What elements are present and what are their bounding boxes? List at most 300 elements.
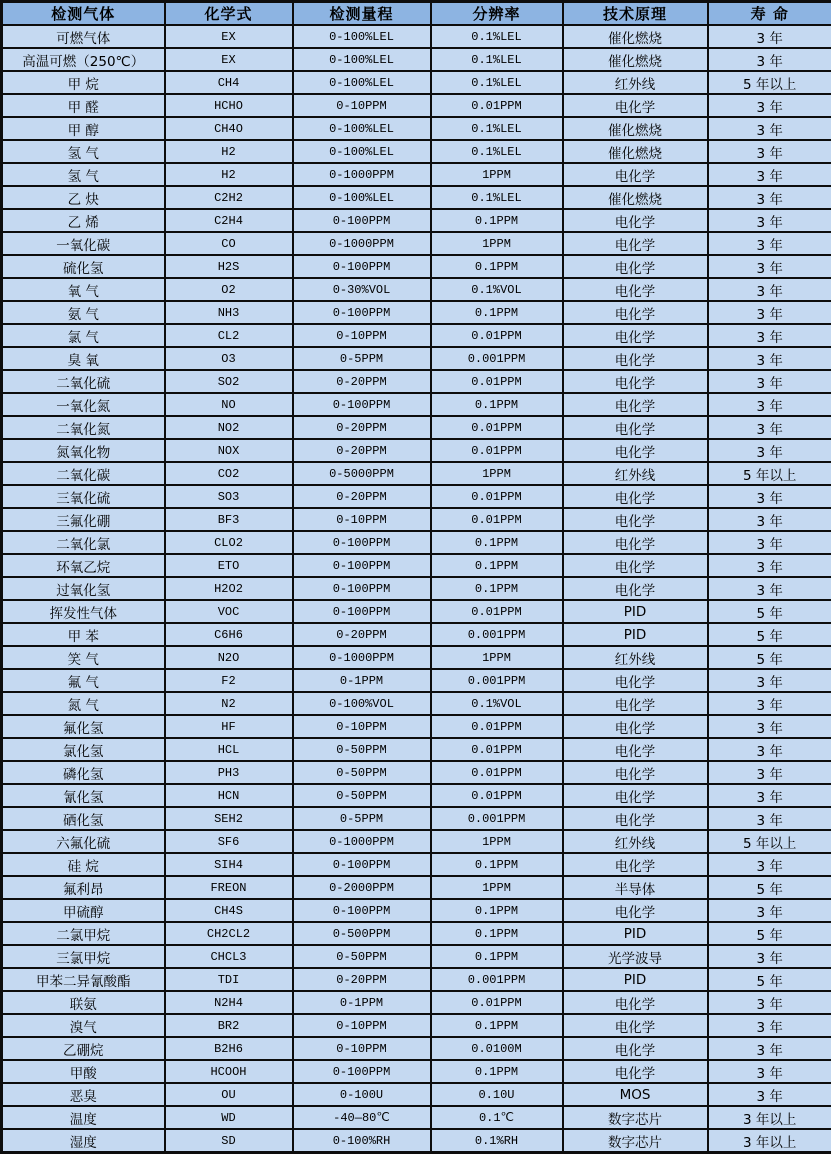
- cell-formula: OU: [165, 1083, 293, 1106]
- table-row: [2, 324, 831, 347]
- column-header-principle: 技术原理: [563, 2, 708, 26]
- cell-formula: CH2CL2: [165, 922, 293, 945]
- cell-principle: 催化燃烧: [563, 48, 708, 71]
- table-row: [2, 646, 831, 669]
- cell-lifespan: 3 年: [708, 991, 831, 1014]
- cell-gas: 甲 苯: [2, 623, 165, 646]
- cell-principle: 电化学: [563, 370, 708, 393]
- cell-range: 0-20PPM: [293, 485, 431, 508]
- cell-range: 0-10PPM: [293, 1014, 431, 1037]
- cell-formula: O3: [165, 347, 293, 370]
- header-row: [2, 2, 831, 26]
- cell-range: 0-100%LEL: [293, 140, 431, 163]
- cell-formula: O2: [165, 278, 293, 301]
- cell-range: 0-1000PPM: [293, 232, 431, 255]
- cell-principle: 电化学: [563, 738, 708, 761]
- cell-gas: 乙 炔: [2, 186, 165, 209]
- table-row: [2, 830, 831, 853]
- table-row: [2, 623, 831, 646]
- cell-resolution: 0.1PPM: [431, 531, 563, 554]
- cell-gas: 二氧化氯: [2, 531, 165, 554]
- cell-formula: HCOOH: [165, 1060, 293, 1083]
- cell-formula: C2H4: [165, 209, 293, 232]
- table-row: [2, 784, 831, 807]
- cell-range: 0-100%LEL: [293, 71, 431, 94]
- cell-range: 0-10PPM: [293, 715, 431, 738]
- cell-resolution: 0.10U: [431, 1083, 563, 1106]
- table-row: [2, 968, 831, 991]
- table-row: [2, 278, 831, 301]
- cell-gas: 二氯甲烷: [2, 922, 165, 945]
- cell-resolution: 0.1℃: [431, 1106, 563, 1129]
- table-row: [2, 945, 831, 968]
- cell-formula: CO2: [165, 462, 293, 485]
- cell-range: 0-100%LEL: [293, 25, 431, 48]
- cell-lifespan: 3 年: [708, 278, 831, 301]
- cell-range: 0-100PPM: [293, 554, 431, 577]
- cell-formula: SIH4: [165, 853, 293, 876]
- cell-range: 0-10PPM: [293, 1037, 431, 1060]
- cell-range: -40—80℃: [293, 1106, 431, 1129]
- cell-resolution: 0.01PPM: [431, 991, 563, 1014]
- column-header-range: 检测量程: [293, 2, 431, 26]
- cell-gas: 笑 气: [2, 646, 165, 669]
- cell-gas: 氟 气: [2, 669, 165, 692]
- cell-resolution: 0.1%VOL: [431, 278, 563, 301]
- table-row: [2, 1037, 831, 1060]
- cell-formula: EX: [165, 25, 293, 48]
- cell-resolution: 0.1%LEL: [431, 140, 563, 163]
- cell-resolution: 0.001PPM: [431, 347, 563, 370]
- cell-principle: 数字芯片: [563, 1129, 708, 1153]
- table-row: [2, 1060, 831, 1083]
- cell-formula: FREON: [165, 876, 293, 899]
- table-row: [2, 991, 831, 1014]
- cell-resolution: 0.1PPM: [431, 1060, 563, 1083]
- cell-resolution: 0.001PPM: [431, 968, 563, 991]
- cell-range: 0-1PPM: [293, 991, 431, 1014]
- cell-lifespan: 3 年: [708, 301, 831, 324]
- cell-resolution: 0.1%LEL: [431, 71, 563, 94]
- cell-principle: 电化学: [563, 416, 708, 439]
- cell-principle: PID: [563, 623, 708, 646]
- cell-formula: C2H2: [165, 186, 293, 209]
- cell-resolution: 0.001PPM: [431, 623, 563, 646]
- cell-range: 0-100PPM: [293, 301, 431, 324]
- cell-formula: H2: [165, 140, 293, 163]
- cell-gas: 甲酸: [2, 1060, 165, 1083]
- cell-resolution: 0.01PPM: [431, 94, 563, 117]
- cell-range: 0-1000PPM: [293, 646, 431, 669]
- cell-lifespan: 3 年: [708, 186, 831, 209]
- cell-gas: 高温可燃（250℃）: [2, 48, 165, 71]
- cell-lifespan: 5 年以上: [708, 830, 831, 853]
- cell-lifespan: 3 年: [708, 117, 831, 140]
- cell-range: 0-100PPM: [293, 1060, 431, 1083]
- cell-range: 0-5PPM: [293, 347, 431, 370]
- table-row: [2, 209, 831, 232]
- cell-range: 0-100PPM: [293, 209, 431, 232]
- cell-lifespan: 3 年: [708, 1060, 831, 1083]
- cell-formula: HF: [165, 715, 293, 738]
- cell-gas: 三氯甲烷: [2, 945, 165, 968]
- column-header-lifespan: 寿 命: [708, 2, 831, 26]
- table-row: [2, 738, 831, 761]
- cell-lifespan: 3 年: [708, 807, 831, 830]
- table-row: [2, 1106, 831, 1129]
- table-row: [2, 600, 831, 623]
- cell-resolution: 0.1%LEL: [431, 25, 563, 48]
- cell-gas: 氢 气: [2, 140, 165, 163]
- cell-principle: 电化学: [563, 301, 708, 324]
- cell-lifespan: 3 年: [708, 25, 831, 48]
- cell-lifespan: 3 年: [708, 554, 831, 577]
- cell-gas: 甲硫醇: [2, 899, 165, 922]
- cell-resolution: 0.01PPM: [431, 485, 563, 508]
- table-row: [2, 163, 831, 186]
- cell-gas: 氯化氢: [2, 738, 165, 761]
- cell-resolution: 0.01PPM: [431, 508, 563, 531]
- cell-formula: NO2: [165, 416, 293, 439]
- cell-range: 0-10PPM: [293, 324, 431, 347]
- cell-lifespan: 3 年: [708, 577, 831, 600]
- cell-principle: 电化学: [563, 899, 708, 922]
- cell-range: 0-100PPM: [293, 600, 431, 623]
- cell-gas: 甲 醛: [2, 94, 165, 117]
- cell-formula: N2O: [165, 646, 293, 669]
- table-body: [2, 25, 831, 1153]
- cell-resolution: 1PPM: [431, 163, 563, 186]
- cell-resolution: 0.1%LEL: [431, 186, 563, 209]
- cell-resolution: 1PPM: [431, 232, 563, 255]
- table-row: [2, 531, 831, 554]
- cell-principle: 电化学: [563, 278, 708, 301]
- table-row: [2, 71, 831, 94]
- cell-gas: 环氧乙烷: [2, 554, 165, 577]
- cell-lifespan: 5 年以上: [708, 462, 831, 485]
- cell-lifespan: 3 年: [708, 163, 831, 186]
- cell-principle: PID: [563, 600, 708, 623]
- cell-principle: 电化学: [563, 255, 708, 278]
- cell-formula: HCN: [165, 784, 293, 807]
- cell-principle: MOS: [563, 1083, 708, 1106]
- cell-formula: VOC: [165, 600, 293, 623]
- cell-gas: 二氧化氮: [2, 416, 165, 439]
- cell-principle: 电化学: [563, 393, 708, 416]
- cell-range: 0-10PPM: [293, 94, 431, 117]
- cell-lifespan: 3 年: [708, 899, 831, 922]
- table-row: [2, 876, 831, 899]
- table-row: [2, 761, 831, 784]
- cell-formula: CO: [165, 232, 293, 255]
- table-row: [2, 140, 831, 163]
- cell-gas: 甲 烷: [2, 71, 165, 94]
- cell-principle: 电化学: [563, 209, 708, 232]
- cell-lifespan: 3 年: [708, 738, 831, 761]
- cell-principle: 电化学: [563, 554, 708, 577]
- cell-range: 0-100U: [293, 1083, 431, 1106]
- cell-principle: 数字芯片: [563, 1106, 708, 1129]
- cell-resolution: 0.1PPM: [431, 945, 563, 968]
- cell-range: 0-1000PPM: [293, 830, 431, 853]
- cell-gas: 磷化氢: [2, 761, 165, 784]
- cell-resolution: 0.01PPM: [431, 600, 563, 623]
- cell-resolution: 0.01PPM: [431, 784, 563, 807]
- cell-range: 0-50PPM: [293, 784, 431, 807]
- cell-principle: 电化学: [563, 232, 708, 255]
- cell-lifespan: 3 年: [708, 1037, 831, 1060]
- cell-lifespan: 3 年: [708, 1014, 831, 1037]
- cell-range: 0-20PPM: [293, 968, 431, 991]
- table-row: [2, 485, 831, 508]
- cell-lifespan: 3 年以上: [708, 1129, 831, 1153]
- cell-gas: 氰化氢: [2, 784, 165, 807]
- cell-principle: 电化学: [563, 324, 708, 347]
- table-row: [2, 554, 831, 577]
- cell-lifespan: 3 年: [708, 692, 831, 715]
- cell-principle: 红外线: [563, 71, 708, 94]
- cell-formula: NOX: [165, 439, 293, 462]
- cell-formula: SO3: [165, 485, 293, 508]
- column-header-gas: 检测气体: [2, 2, 165, 26]
- cell-range: 0-1000PPM: [293, 163, 431, 186]
- cell-resolution: 0.1%RH: [431, 1129, 563, 1153]
- cell-gas: 甲 醇: [2, 117, 165, 140]
- cell-lifespan: 3 年: [708, 209, 831, 232]
- table-row: [2, 853, 831, 876]
- cell-lifespan: 3 年: [708, 416, 831, 439]
- table-row: [2, 462, 831, 485]
- cell-formula: HCL: [165, 738, 293, 761]
- cell-lifespan: 3 年: [708, 140, 831, 163]
- cell-lifespan: 3 年: [708, 485, 831, 508]
- cell-range: 0-100PPM: [293, 853, 431, 876]
- cell-formula: SF6: [165, 830, 293, 853]
- cell-resolution: 0.1PPM: [431, 301, 563, 324]
- cell-range: 0-100PPM: [293, 255, 431, 278]
- cell-resolution: 0.1PPM: [431, 899, 563, 922]
- cell-resolution: 0.1PPM: [431, 1014, 563, 1037]
- cell-resolution: 1PPM: [431, 646, 563, 669]
- cell-range: 0-20PPM: [293, 370, 431, 393]
- cell-principle: 电化学: [563, 347, 708, 370]
- cell-formula: CH4: [165, 71, 293, 94]
- cell-gas: 氮 气: [2, 692, 165, 715]
- cell-formula: SEH2: [165, 807, 293, 830]
- cell-lifespan: 3 年: [708, 48, 831, 71]
- cell-gas: 甲苯二异氰酸酯: [2, 968, 165, 991]
- cell-resolution: 0.0100M: [431, 1037, 563, 1060]
- cell-gas: 温度: [2, 1106, 165, 1129]
- cell-resolution: 0.01PPM: [431, 324, 563, 347]
- cell-principle: 电化学: [563, 577, 708, 600]
- cell-gas: 氮氧化物: [2, 439, 165, 462]
- cell-lifespan: 5 年: [708, 600, 831, 623]
- cell-principle: 催化燃烧: [563, 186, 708, 209]
- table-row: [2, 255, 831, 278]
- cell-range: 0-100PPM: [293, 899, 431, 922]
- cell-formula: CL2: [165, 324, 293, 347]
- cell-range: 0-2000PPM: [293, 876, 431, 899]
- cell-range: 0-1PPM: [293, 669, 431, 692]
- cell-formula: ETO: [165, 554, 293, 577]
- table-header: [2, 2, 831, 26]
- cell-range: 0-20PPM: [293, 623, 431, 646]
- table-row: [2, 1083, 831, 1106]
- cell-resolution: 0.01PPM: [431, 370, 563, 393]
- cell-lifespan: 3 年: [708, 232, 831, 255]
- cell-lifespan: 5 年: [708, 623, 831, 646]
- cell-formula: TDI: [165, 968, 293, 991]
- cell-formula: N2: [165, 692, 293, 715]
- cell-gas: 过氧化氢: [2, 577, 165, 600]
- cell-formula: F2: [165, 669, 293, 692]
- cell-range: 0-10PPM: [293, 508, 431, 531]
- cell-principle: 电化学: [563, 1037, 708, 1060]
- cell-range: 0-100PPM: [293, 577, 431, 600]
- cell-resolution: 0.1PPM: [431, 554, 563, 577]
- cell-resolution: 0.001PPM: [431, 807, 563, 830]
- cell-resolution: 0.1PPM: [431, 209, 563, 232]
- table-row: [2, 692, 831, 715]
- cell-principle: 红外线: [563, 830, 708, 853]
- cell-gas: 湿度: [2, 1129, 165, 1153]
- cell-principle: 电化学: [563, 669, 708, 692]
- cell-principle: 电化学: [563, 508, 708, 531]
- cell-gas: 氧 气: [2, 278, 165, 301]
- table-row: [2, 347, 831, 370]
- cell-formula: H2S: [165, 255, 293, 278]
- cell-principle: 催化燃烧: [563, 117, 708, 140]
- cell-principle: PID: [563, 922, 708, 945]
- cell-principle: 电化学: [563, 991, 708, 1014]
- cell-lifespan: 3 年: [708, 853, 831, 876]
- cell-principle: PID: [563, 968, 708, 991]
- cell-formula: HCHO: [165, 94, 293, 117]
- cell-principle: 半导体: [563, 876, 708, 899]
- cell-gas: 氢 气: [2, 163, 165, 186]
- cell-lifespan: 3 年: [708, 715, 831, 738]
- cell-resolution: 0.1PPM: [431, 393, 563, 416]
- cell-formula: N2H4: [165, 991, 293, 1014]
- cell-principle: 电化学: [563, 94, 708, 117]
- cell-gas: 挥发性气体: [2, 600, 165, 623]
- cell-range: 0-20PPM: [293, 439, 431, 462]
- cell-lifespan: 3 年: [708, 669, 831, 692]
- cell-gas: 乙 烯: [2, 209, 165, 232]
- table-row: [2, 899, 831, 922]
- cell-lifespan: 3 年: [708, 508, 831, 531]
- cell-formula: PH3: [165, 761, 293, 784]
- cell-gas: 恶臭: [2, 1083, 165, 1106]
- cell-lifespan: 3 年: [708, 393, 831, 416]
- cell-gas: 氯 气: [2, 324, 165, 347]
- cell-resolution: 0.01PPM: [431, 761, 563, 784]
- cell-resolution: 0.1PPM: [431, 853, 563, 876]
- cell-resolution: 0.001PPM: [431, 669, 563, 692]
- cell-gas: 联氨: [2, 991, 165, 1014]
- cell-formula: NO: [165, 393, 293, 416]
- cell-formula: H2O2: [165, 577, 293, 600]
- cell-formula: H2: [165, 163, 293, 186]
- cell-range: 0-5000PPM: [293, 462, 431, 485]
- cell-principle: 光学波导: [563, 945, 708, 968]
- cell-resolution: 1PPM: [431, 876, 563, 899]
- cell-principle: 电化学: [563, 715, 708, 738]
- cell-lifespan: 3 年: [708, 94, 831, 117]
- cell-lifespan: 3 年: [708, 784, 831, 807]
- cell-lifespan: 3 年: [708, 945, 831, 968]
- cell-range: 0-30%VOL: [293, 278, 431, 301]
- cell-resolution: 0.01PPM: [431, 439, 563, 462]
- table-row: [2, 1014, 831, 1037]
- cell-gas: 二氧化硫: [2, 370, 165, 393]
- cell-principle: 电化学: [563, 1014, 708, 1037]
- cell-range: 0-100PPM: [293, 531, 431, 554]
- table-row: [2, 117, 831, 140]
- cell-formula: SO2: [165, 370, 293, 393]
- table-row: [2, 508, 831, 531]
- cell-principle: 红外线: [563, 462, 708, 485]
- cell-gas: 臭 氧: [2, 347, 165, 370]
- cell-formula: CLO2: [165, 531, 293, 554]
- cell-principle: 催化燃烧: [563, 140, 708, 163]
- cell-principle: 电化学: [563, 163, 708, 186]
- table-row: [2, 25, 831, 48]
- column-header-resolution: 分辨率: [431, 2, 563, 26]
- cell-range: 0-100PPM: [293, 393, 431, 416]
- cell-principle: 电化学: [563, 692, 708, 715]
- cell-range: 0-50PPM: [293, 738, 431, 761]
- cell-formula: SD: [165, 1129, 293, 1153]
- cell-resolution: 0.1%LEL: [431, 48, 563, 71]
- table-row: [2, 48, 831, 71]
- cell-formula: WD: [165, 1106, 293, 1129]
- cell-gas: 氨 气: [2, 301, 165, 324]
- cell-gas: 一氧化氮: [2, 393, 165, 416]
- cell-resolution: 1PPM: [431, 462, 563, 485]
- cell-lifespan: 3 年以上: [708, 1106, 831, 1129]
- table-row: [2, 186, 831, 209]
- cell-resolution: 0.01PPM: [431, 738, 563, 761]
- cell-lifespan: 5 年: [708, 876, 831, 899]
- cell-gas: 三氧化硫: [2, 485, 165, 508]
- cell-lifespan: 3 年: [708, 531, 831, 554]
- cell-formula: NH3: [165, 301, 293, 324]
- table-row: [2, 807, 831, 830]
- cell-formula: CH4O: [165, 117, 293, 140]
- cell-gas: 硒化氢: [2, 807, 165, 830]
- table-row: [2, 416, 831, 439]
- cell-lifespan: 3 年: [708, 761, 831, 784]
- cell-resolution: 0.01PPM: [431, 715, 563, 738]
- column-header-formula: 化学式: [165, 2, 293, 26]
- cell-principle: 红外线: [563, 646, 708, 669]
- cell-lifespan: 5 年以上: [708, 71, 831, 94]
- cell-range: 0-50PPM: [293, 945, 431, 968]
- cell-lifespan: 3 年: [708, 347, 831, 370]
- cell-lifespan: 3 年: [708, 1083, 831, 1106]
- cell-lifespan: 3 年: [708, 255, 831, 278]
- cell-resolution: 0.1%VOL: [431, 692, 563, 715]
- cell-range: 0-500PPM: [293, 922, 431, 945]
- cell-resolution: 0.1%LEL: [431, 117, 563, 140]
- cell-gas: 乙硼烷: [2, 1037, 165, 1060]
- cell-lifespan: 3 年: [708, 370, 831, 393]
- cell-gas: 可燃气体: [2, 25, 165, 48]
- cell-gas: 硫化氢: [2, 255, 165, 278]
- cell-formula: BR2: [165, 1014, 293, 1037]
